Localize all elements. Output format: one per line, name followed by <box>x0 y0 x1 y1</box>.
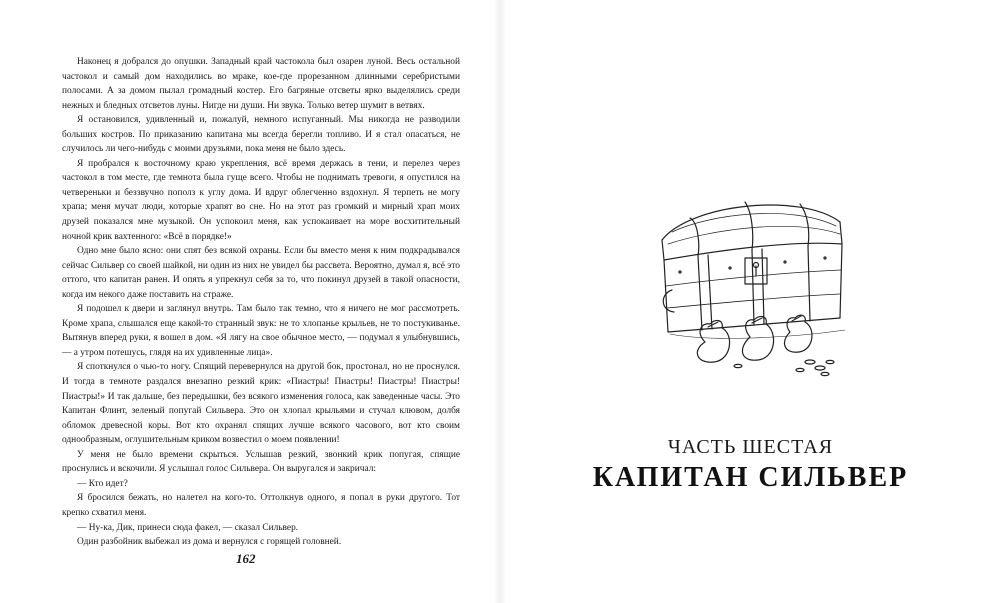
paragraph: — Кто идет? <box>77 478 128 489</box>
paragraph: Я подошел к двери и заглянул внутрь. Там было так темно, что я ничего не мог рассмотреть. Кроме храпа, слышался еще какой-то странный звук: не то хлопанье крыльев, не то постукиванье. Вытянув вперед руки, я вошел в дом. «Я лягу на свое обычное место, — подумал я улыбнувшись, — а утром потешусь, глядя на их удивленные лица». <box>62 304 460 358</box>
paragraph: Я бросился бежать, но налетел на кого-то. Оттолкнув одного, я попал в руки другого. Тот крепко схватил меня. <box>62 493 460 518</box>
paragraph: Я споткнулся о чью-то ногу. Спящий перевернулся на другой бок, простонал, но не проснулся. И тогда в темноте раздался внезапно резкий крик: «Пиастры! Пиастры! Пиастры! Пиастры! Пиастры!» И так дальше, без передышки, без всякого изменения голоса, как заведенные часы. Это Капитан Флинт, зеленый попугай Сильвера. Это он хлопал крыльями и стучал клювом, долбя обломок древесной коры. Вот кто охранял спящих лучше всякого часового, вот кто своим однообразным, оглушительным криком возвестил о моем появлении! <box>62 362 460 446</box>
page-number: 162 <box>236 551 256 566</box>
paragraph: Я пробрался к восточному краю укрепления, всё время держась в тени, и перелез через частокол в том месте, где темнота была гуще всего. Чтобы не поднимать тревоги, я опустился на четвереньки и беззвучно пополз к углу дома. И вдруг облегченно вздохнул. Я терпеть не могу храпа; меня мучат люди, которые храпят во сне. Но на этот раз громкий и мирный храп моих друзей показался мне музыкой. Он успокоил меня, как успокаивает на море восхитительный ночной крик вахтенного: «Всё в порядке!» <box>62 158 460 242</box>
treasure-chest-illustration <box>650 182 850 380</box>
left-page <box>0 0 500 603</box>
chapter-title: КАПИТАН СИЛЬВЕР <box>592 462 909 493</box>
paragraph: Одно мне было ясно: они спят без всякой охраны. Если бы вместо меня к ним подкрадывался сейчас Сильвер со своей шайкой, ни один из них не увидел бы рассвета. Вероятно, думал я, всё это оттого, что капитан ранен. И опять я упрекнул себя за то, что покинул друзей в такой опасности, когда им некого даже поставить на страже. <box>62 246 460 300</box>
paragraph: У меня не было времени скрыться. Услышав резкий, звонкий крик попугая, спящие проснулись и вскочили. Я услышал голос Сильвера. Он выругался и закричал: <box>62 449 460 475</box>
right-page <box>500 0 1001 603</box>
paragraph: Наконец я добрался до опушки. Западный край частокола был озарен луной. Весь остальной частокол и самый дом находились во мраке, кое-где прорезанном длинными серебристыми полосами. А за домом пылал громадный костер. Его багряные отсветы ярко выделялись среди нежных и бледных отсветов луны. Нигде ни души. Ни звука. Только ветер шумит в ветвях. <box>62 57 460 111</box>
paragraph: Один разбойник выбежал из дома и вернулся с горящей головней. <box>77 537 342 548</box>
paragraph: — Ну-ка, Дик, принеси сюда факел, — сказал Сильвер. <box>77 522 299 533</box>
paragraph: Я остановился, удивленный и, пожалуй, немного испуганный. Мы никогда не разводили больших костров. По приказанию капитана мы всегда берегли топливо. И я стал опасаться, не случилось ли чего-нибудь с моими друзьями, пока меня не было здесь. <box>62 115 460 155</box>
body-text <box>62 55 460 550</box>
part-label: ЧАСТЬ ШЕСТАЯ <box>667 436 834 458</box>
